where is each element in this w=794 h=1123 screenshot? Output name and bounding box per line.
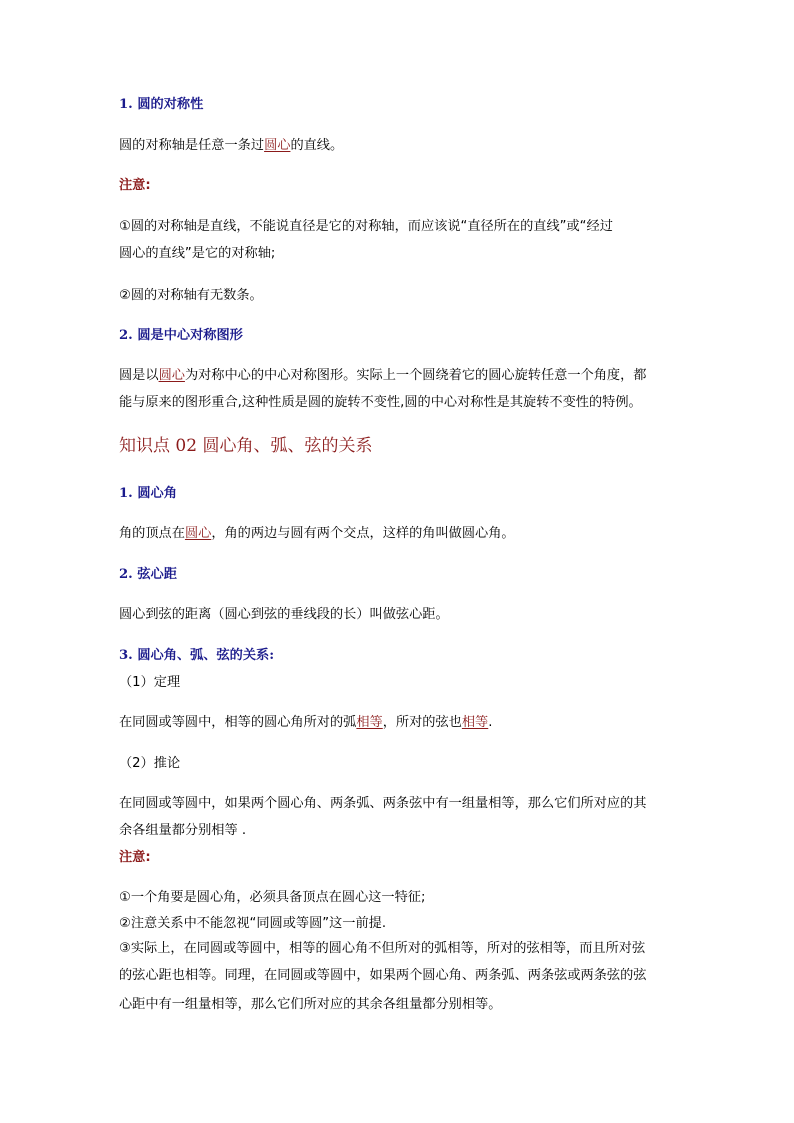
note-label: 注意: — [119, 178, 151, 193]
section-title-central-symmetry: 2. 圆是中心对称图形 — [119, 328, 243, 343]
section-title-central-angle: 1. 圆心角 — [119, 486, 177, 501]
note-label: 注意: — [119, 850, 151, 865]
text-segment: ，所对的弦也 — [382, 715, 462, 730]
text-segment: 为对称中心的中心对称图形。实际上一个圆绕着它的圆心旋转任意一个角度，都 — [184, 368, 647, 383]
keyword-circle-center: 圆心 — [184, 526, 212, 541]
paragraph-chord-distance: 圆心到弦的距离（圆心到弦的垂线段的长）叫做弦心距。 — [119, 607, 449, 622]
note2-item-1: ①一个角要是圆心角，必须具备顶点在圆心这一特征; — [119, 890, 426, 905]
section-title-symmetry: 1. 圆的对称性 — [119, 97, 204, 112]
paragraph-central-angle — [119, 524, 515, 544]
paragraph-theorem — [119, 713, 492, 733]
section-title-chord-distance: 2. 弦心距 — [119, 567, 177, 582]
keyword-equal: 相等 — [356, 715, 383, 730]
theorem-label: （1）定理 — [119, 675, 181, 690]
note-item-1-line-2: 圆心的直线”是它的对称轴; — [119, 246, 276, 261]
note2-item-3-line-2: 的弦心距也相等。同理，在同圆或等圆中，如果两个圆心角、两条弧、两条弦或两条弦的弦 — [119, 968, 647, 983]
note-item-2: ②圆的对称轴有无数条。 — [119, 288, 263, 303]
keyword-equal: 相等 — [461, 715, 489, 730]
paragraph-central-symmetry-line-1 — [119, 366, 647, 386]
paragraph-symmetry-axis — [119, 136, 343, 156]
corollary-label: （2）推论 — [119, 756, 181, 771]
knowledge-point-title: 知识点 02 圆心角、弧、弦的关系 — [119, 436, 373, 456]
section-title-relationship: 3. 圆心角、弧、弦的关系: — [119, 648, 275, 663]
text-segment: ，角的两边与圆有两个交点，这样的角叫做圆心角。 — [211, 526, 515, 541]
note2-item-2: ②注意关系中不能忽视“同圆或等圆”这一前提. — [119, 916, 387, 931]
note2-item-3-line-1: ③实际上，在同圆或等圆中，相等的圆心角不但所对的弧相等，所对的弦相等，而且所对弦 — [119, 941, 646, 956]
text-segment: 角的顶点在 — [119, 526, 185, 541]
text-segment: 在同圆或等圆中，相等的圆心角所对的弧 — [119, 715, 357, 730]
text-segment: . — [488, 715, 493, 730]
keyword-circle-center: 圆心 — [264, 138, 291, 153]
paragraph-central-symmetry-line-2: 能与原来的图形重合,这种性质是圆的旋转不变性,圆的中心对称性是其旋转不变性的特例。 — [119, 395, 642, 410]
text-segment: 圆的对称轴是任意一条过 — [119, 138, 265, 153]
text-segment: 圆是以 — [119, 368, 159, 383]
keyword-circle-center: 圆心 — [158, 368, 185, 383]
paragraph-corollary-line-1: 在同圆或等圆中，如果两个圆心角、两条弧、两条弦中有一组量相等，那么它们所对应的其 — [119, 796, 647, 811]
text-segment: 的直线。 — [290, 138, 344, 153]
note2-item-3-line-3: 心距中有一组量相等，那么它们所对应的其余各组量都分别相等。 — [119, 997, 502, 1012]
note-item-1-line-1: ①圆的对称轴是直线，不能说直径是它的对称轴，而应该说“直径所在的直线”或“经过 — [119, 219, 613, 234]
paragraph-corollary-line-2: 余各组量都分别相等 . — [119, 823, 247, 838]
